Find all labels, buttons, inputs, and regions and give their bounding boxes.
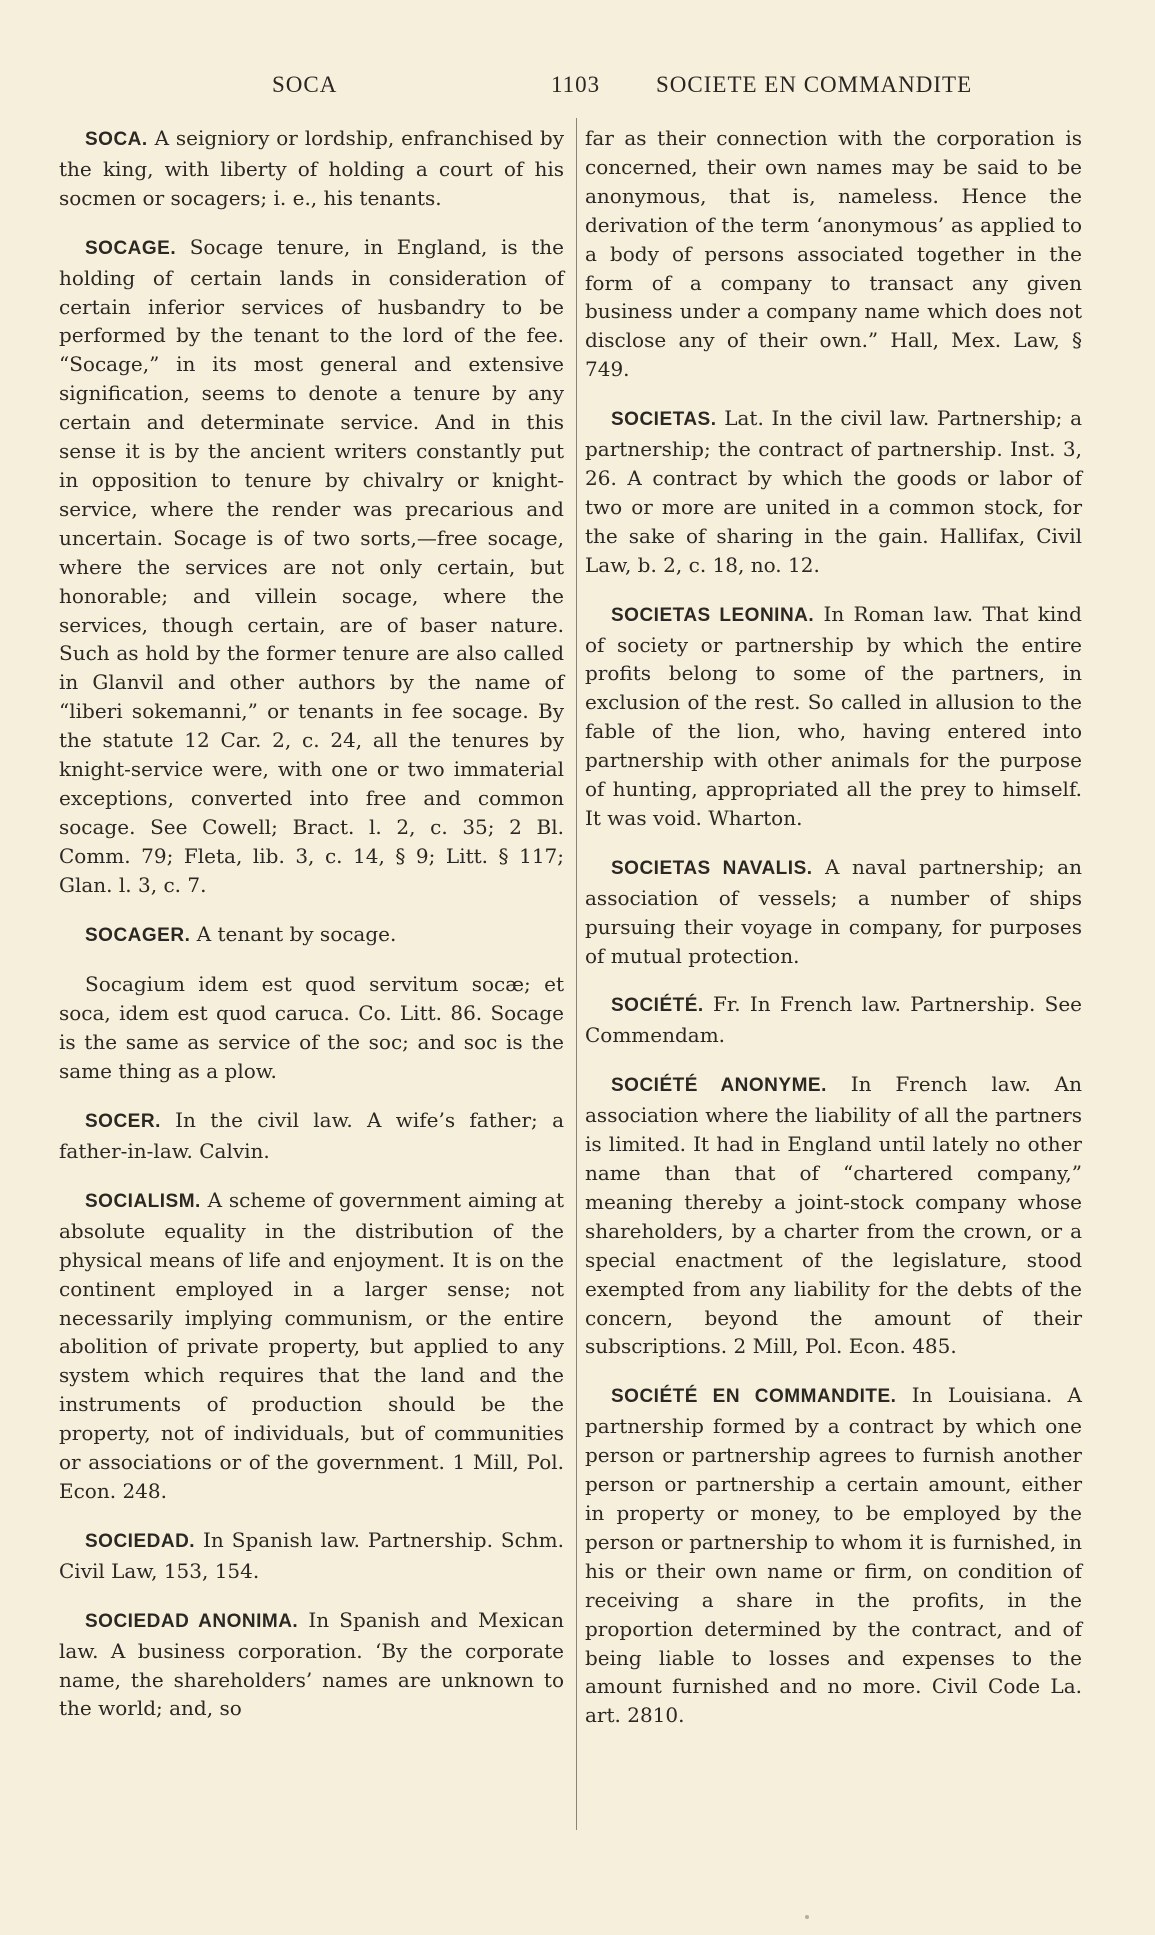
entry-definition: In the civil law. A wife’s father; a father-in-law. Calvin. (59, 1108, 564, 1163)
entry-headword: SOCIETAS NAVALIS. (611, 857, 813, 879)
entry-definition: In Louisiana. A partnership formed by a contract by which one person or partnership agrees to furnish another person or partnership a certain amount, either in property or money, to be employed by the person or partnership to whom it is furnished, in his or their own name or firm, on condition of receiving a share in the profits, in the proportion determined by the contract, and of being liable to losses and expenses to the amount furnished and no more. Civil Code La. art. 2810. (585, 1383, 1082, 1728)
dictionary-entry (585, 600, 1082, 833)
paper-speck (805, 1915, 809, 1919)
entry-headword: SOCIÉTÉ EN COMMANDITE. (611, 1386, 897, 1408)
entry-headword: SOCIEDAD. (85, 1530, 196, 1552)
entry-definition: Fr. In French law. Partnership. See Commendam. (585, 992, 1082, 1048)
entry-definition: In Spanish and Mexican law. A business corporation. ‘By the corporate name, the shareholders’ names are unknown to the world; and, so (59, 1607, 564, 1721)
header-left-guide-word: SOCA (272, 72, 338, 97)
entry-headword: SOCER. (85, 1111, 161, 1133)
entry-definition: Lat. In the civil law. Partnership; a partnership; the contract of partnership. Inst. 3, 26. A contract by which the goods or labor of two or more are united in a common stock, for the sake of sharing in the gain. Hallifax, Civil Law, b. 2, c. 18, no. 12. (585, 406, 1082, 577)
dictionary-entry (59, 1106, 564, 1166)
entry-headword: SOCIÉTÉ ANONYME. (611, 1075, 827, 1097)
entry-headword: SOCA. (85, 129, 148, 150)
dictionary-entry (585, 1381, 1082, 1730)
running-header (0, 68, 1155, 108)
entry-definition: In Spanish law. Partnership. Schm. Civil Law, 153, 154. (59, 1527, 564, 1583)
entry-headword: SOCAGER. (85, 924, 191, 946)
dictionary-entry (59, 1186, 564, 1506)
entry-definition: Socagium idem est quod servitum socæ; et soca, idem est quod caruca. Co. Litt. 86. Socage is the same as service of the soc; and soc is the same thing as a plow. (59, 972, 564, 1084)
dictionary-entry (59, 920, 564, 951)
column-divider (576, 118, 577, 1830)
entry-definition: In Roman law. That kind of society or partnership by which the entire profits belong to some of the partners, in exclusion of the rest. So called in allusion to the fable of the lion, who, having entered into partnership with other animals for the purpose of hunting, appropriated all the prey to himself. It was void. Wharton. (585, 601, 1082, 830)
entry-definition: In French law. An association where the liability of all the partners is limited. It had in England until lately no other name than that of “chartered company,” meaning thereby a joint-stock company whose shareholders, by a charter from the crown, or a special enactment of the legislature, stood exempted from any liability for the debts of the concern, beyond the amount of their subscriptions. 2 Mill, Pol. Econ. 485. (585, 1072, 1082, 1359)
dictionary-entry (585, 404, 1082, 579)
dictionary-entry (59, 970, 564, 1086)
dictionary-entry (585, 990, 1082, 1050)
dictionary-entry (59, 1526, 564, 1586)
entry-headword: SOCIALISM. (85, 1190, 201, 1212)
entry-definition: A seigniory or lordship, enfranchised by the king, with liberty of holding a court of his socmen or socagers; i. e., his tenants. (59, 126, 564, 210)
entry-headword: SOCIETAS LEONINA. (611, 604, 815, 626)
dictionary-entry (585, 1070, 1082, 1361)
left-column (59, 124, 564, 1743)
dictionary-entry (59, 124, 564, 213)
entry-headword: SOCIÉTÉ. (611, 995, 704, 1017)
entry-definition: A scheme of government aiming at absolute equality in the distribution of the physical means of life and enjoyment. It is on the continent employed in a larger sense; not necessarily implying communism, or the entire abolition of private property, but applied to any system which requires that the land and the instruments of production should be the property, not of individuals, but of communities or associations or of the government. 1 Mill, Pol. Econ. 248. (59, 1187, 564, 1503)
entry-headword: SOCIETAS. (611, 409, 717, 431)
dictionary-entry (585, 124, 1082, 384)
entry-headword: SOCIEDAD ANONIMA. (85, 1610, 299, 1632)
entry-definition: A tenant by socage. (190, 921, 397, 946)
page-number: 1103 (551, 72, 601, 97)
dictionary-entry (59, 233, 564, 900)
dictionary-entry (59, 1606, 564, 1724)
entry-definition: Socage tenure, in England, is the holding of certain lands in consideration of certain inferior services of husbandry to be performed by the tenant to the lord of the fee. “Socage,” in its most general and extensive signification, seems to denote a tenure by any certain and determinate service. And in this sense it is by the ancient writers constantly put in opposition to tenure by chivalry or knight-service, where the render was precarious and uncertain. Socage is of two sorts,—free socage, where the services are not only certain, but honorable; and villein socage, where the services, though certain, are of baser nature. Such as hold by the former tenure are also called in Glanvil and other authors by the name of “liberi sokemanni,” or tenants in fee socage. By the statute 12 Car. 2, c. 24, all the tenures by knight-service were, with one or two immaterial exceptions, converted into free and common socage. See Cowell; Bract. l. 2, c. 35; 2 Bl. Comm. 79; Fleta, lib. 3, c. 14, § 9; Litt. § 117; Glan. l. 3, c. 7. (59, 234, 564, 897)
entry-definition: far as their connection with the corporation is concerned, their own names may be said to be anonymous, that is, nameless. Hence the derivation of the term ‘anonymous’ as applied to a body of persons associated together in the form of a company to transact any given business under a company name which does not disclose any of their own.” Hall, Mex. Law, § 749. (585, 126, 1082, 382)
header-right-guide-word: SOCIETE EN COMMANDITE (656, 72, 973, 97)
right-column (585, 124, 1082, 1750)
entry-headword: SOCAGE. (85, 237, 177, 259)
entry-definition: A naval partnership; an association of vessels; a number of ships pursuing their voyage in company, for purposes of mutual protection. (585, 854, 1082, 968)
dictionary-entry (585, 853, 1082, 971)
